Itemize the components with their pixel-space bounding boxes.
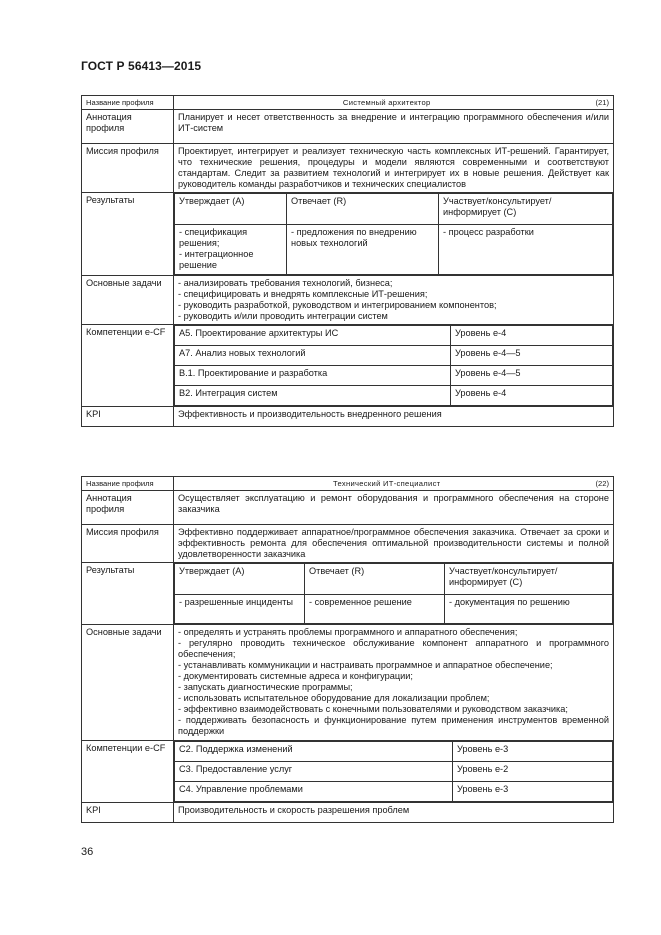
approves-items (175, 225, 287, 275)
competency-name: С4. Управление проблемами (175, 781, 453, 801)
competency-name: С3. Предоставление услуг (175, 761, 453, 781)
approves-header: Утверждает (A) (175, 564, 305, 595)
responsible-header: Отвечает (R) (287, 194, 439, 225)
page-number: 36 (81, 846, 94, 858)
profile-title-row (82, 96, 614, 110)
results-grid (174, 563, 613, 624)
result-item: - спецификация решения; (179, 227, 248, 249)
competency-row (175, 346, 613, 366)
competency-level: Уровень е-4—5 (451, 346, 613, 366)
kpi-text: Производительность и скорость разрешения проблем (174, 802, 614, 822)
competency-level: Уровень е-3 (453, 741, 613, 761)
competency-name: В2. Интеграция систем (175, 386, 451, 406)
results-grid (174, 193, 613, 275)
profile-header-label: Название профиля (82, 477, 174, 491)
task-item: - анализировать требования технологий, бизнеса; (178, 278, 393, 289)
tasks-label: Основные задачи (82, 276, 174, 325)
results-label: Результаты (82, 193, 174, 276)
responsible-items (305, 595, 445, 624)
participates-header: Участвует/консультирует/информирует (C) (439, 194, 613, 225)
task-item: - документировать системные адреса и конфигурации; (178, 671, 413, 682)
result-item: - интеграционное решение (179, 249, 254, 271)
competency-name: С2. Поддержка изменений (175, 741, 453, 761)
mission-text: Проектирует, интегрирует и реализует техническую часть комплексных ИТ-решений. Гарантирует, что технические решения, процедуры и модели являются современными и соответствуют стандартам. Следит за развитием технологий и интегрирует их в новые решения. Действует как руководитель команды разработчиков и технических специалистов (174, 144, 614, 193)
participates-items (445, 595, 613, 624)
mission-label: Миссия профиля (82, 144, 174, 193)
task-item: - руководить и/или проводить интеграции систем (178, 311, 388, 322)
competency-level: Уровень е-4—5 (451, 366, 613, 386)
competency-name: В.1. Проектирование и разработка (175, 366, 451, 386)
task-item: - руководить разработкой, руководством и интегрированием компонентов; (178, 300, 497, 311)
approves-items (175, 595, 305, 624)
competency-level: Уровень е-4 (451, 326, 613, 346)
task-item: - регулярно проводить техническое обслуживание компонент аппаратного и программного обеспечения; (178, 638, 609, 660)
annotation-text: Осуществляет эксплуатацию и ремонт оборудования и программного обеспечения на стороне заказчика (174, 491, 614, 525)
competency-row (175, 761, 613, 781)
profile-table-21 (81, 95, 614, 427)
competency-level: Уровень е-3 (453, 781, 613, 801)
kpi-label: KPI (82, 802, 174, 822)
competency-row (175, 741, 613, 761)
participates-header: Участвует/консультирует/информирует (C) (445, 564, 613, 595)
mission-text: Эффективно поддерживает аппаратное/программное обеспечения заказчика. Отвечает за сроки и эффективность ремонта для обеспечения оптимальной производительности системы и полной удовлетворенности заказчика (174, 525, 614, 563)
competencies-grid (174, 741, 613, 802)
tasks-list (174, 625, 614, 740)
profile-number: (21) (595, 98, 609, 107)
task-item: - устанавливать коммуникации и настраивать программное и аппаратное обеспечение; (178, 660, 553, 671)
competency-row (175, 366, 613, 386)
competency-row (175, 386, 613, 406)
result-item: - процесс разработки (443, 227, 534, 238)
profile-table-22 (81, 476, 614, 823)
task-item: - определять и устранять проблемы программного и аппаратного обеспечения; (178, 627, 518, 638)
profile-title-row (82, 477, 614, 491)
competency-level: Уровень е-2 (453, 761, 613, 781)
task-item: - специфицировать и внедрять комплексные ИТ-решения; (178, 289, 428, 300)
competency-name: А5. Проектирование архитектуры ИС (175, 326, 451, 346)
competency-row (175, 326, 613, 346)
tasks-label: Основные задачи (82, 625, 174, 740)
result-item: - предложения по внедрению новых технологий (291, 227, 417, 249)
kpi-label: KPI (82, 407, 174, 427)
task-item: - использовать испытательное оборудование для локализации проблем; (178, 693, 490, 704)
annotation-text: Планирует и несет ответственность за внедрение и интеграцию программного обеспечения и/или ИТ-систем (174, 110, 614, 144)
task-item: - запускать диагностические программы; (178, 682, 353, 693)
result-item: - современное решение (309, 597, 412, 608)
annotation-label: Аннотация профиля (82, 110, 174, 144)
participates-items (439, 225, 613, 275)
profile-name: Технический ИТ-специалист (333, 479, 441, 488)
profile-name: Системный архитектор (342, 98, 431, 107)
competencies-label: Компетенции e-CF (82, 740, 174, 802)
annotation-label: Аннотация профиля (82, 491, 174, 525)
competencies-label: Компетенции e-CF (82, 325, 174, 407)
profile-number: (22) (595, 479, 609, 488)
results-label: Результаты (82, 563, 174, 625)
competency-name: А7. Анализ новых технологий (175, 346, 451, 366)
document-header: ГОСТ Р 56413—2015 (81, 59, 202, 73)
competency-row (175, 781, 613, 801)
result-item: - разрешенные инциденты (179, 597, 294, 608)
kpi-text: Эффективность и производительность внедренного решения (174, 407, 614, 427)
competencies-grid (174, 325, 613, 406)
responsible-items (287, 225, 439, 275)
approves-header: Утверждает (A) (175, 194, 287, 225)
task-item: - поддерживать безопасность и функционирование путем применения инструментов временной поддержки (178, 715, 609, 737)
responsible-header: Отвечает (R) (305, 564, 445, 595)
task-item: - эффективно взаимодействовать с конечными пользователями и руководством заказчика; (178, 704, 568, 715)
result-item: - документация по решению (449, 597, 570, 608)
competency-level: Уровень е-4 (451, 386, 613, 406)
profile-header-label: Название профиля (82, 96, 174, 110)
tasks-list (174, 276, 614, 325)
mission-label: Миссия профиля (82, 525, 174, 563)
